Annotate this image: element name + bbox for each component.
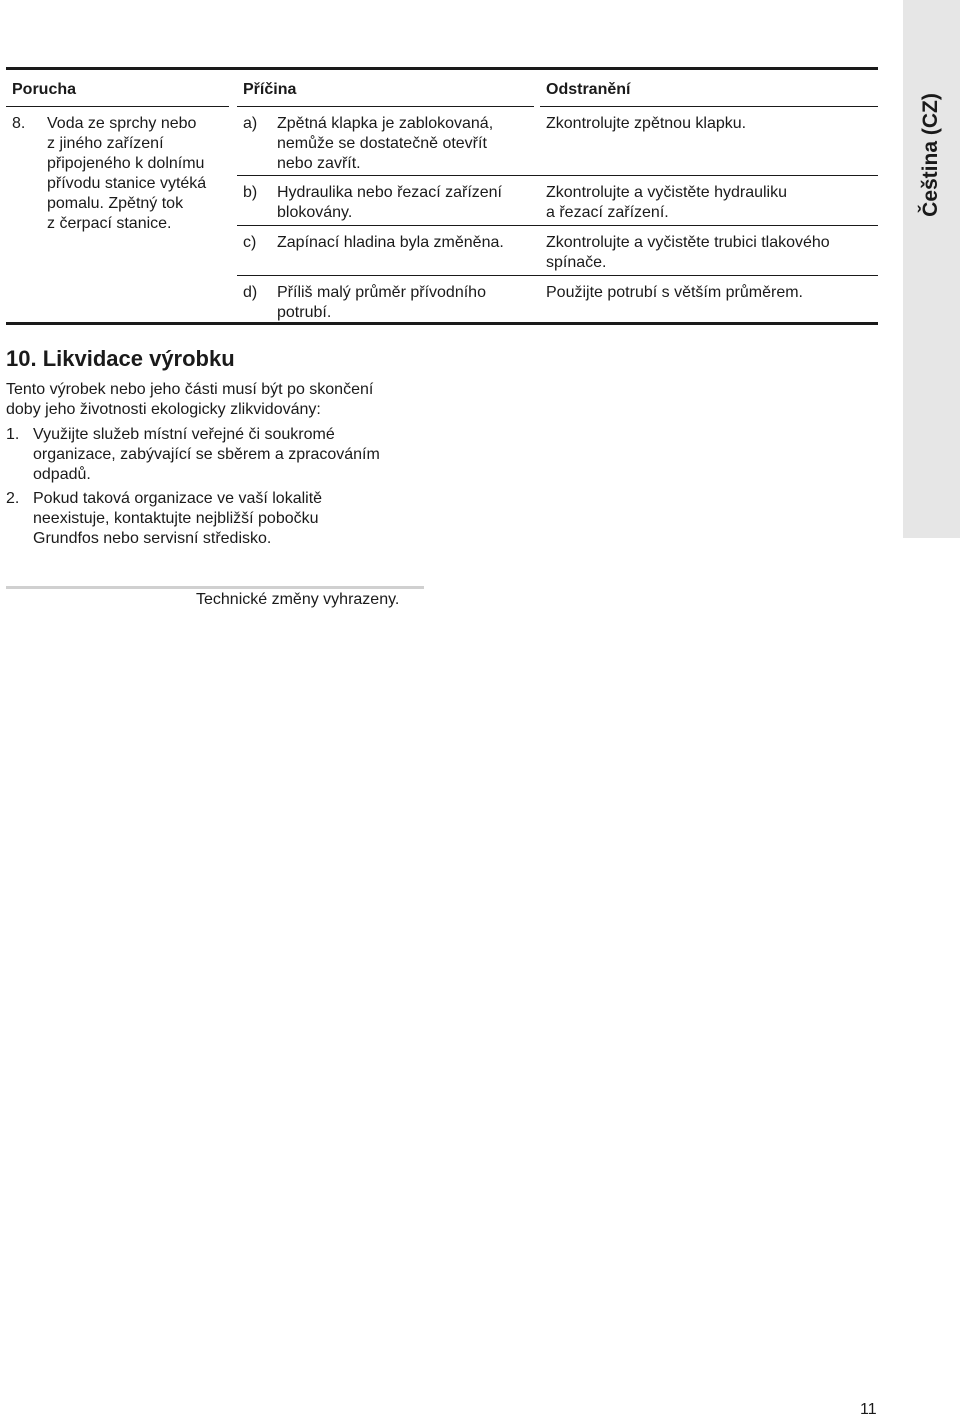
row-divider: [237, 275, 878, 276]
header-cause: Příčina: [243, 81, 297, 98]
fault-line: přívodu stanice vytéká: [47, 175, 207, 192]
fault-line: připojeného k dolnímu: [47, 155, 205, 172]
fault-line: Voda ze sprchy nebo: [47, 115, 197, 132]
language-tab-label: Čeština (CZ): [919, 93, 942, 217]
table-top-rule: [6, 67, 878, 70]
section-intro: [6, 380, 373, 420]
cause-letter: a): [243, 115, 258, 132]
remedy-line: spínače.: [546, 254, 607, 271]
cause-line: nebo zavřít.: [277, 155, 361, 172]
fault-description: [47, 114, 237, 234]
item-line: odpadů.: [33, 466, 91, 483]
cause-line: blokovány.: [277, 204, 353, 221]
cause-text: [277, 283, 539, 323]
item-line: Využijte služeb místní veřejné či soukromé: [33, 426, 335, 443]
language-tab: [903, 0, 960, 538]
cause-line: Příliš malý průměr přívodního: [277, 284, 486, 301]
remedy-text: [546, 114, 746, 134]
fault-line: z jiného zařízení: [47, 135, 164, 152]
header-fault: Porucha: [12, 81, 77, 98]
intro-line: doby jeho životnosti ekologicky zlikvidovány:: [6, 401, 321, 418]
remedy-line: Zkontrolujte zpětnou klapku.: [546, 115, 747, 132]
cause-letter: c): [243, 234, 257, 251]
page-number: 11: [860, 1401, 877, 1418]
item-line: organizace, zabývající se sběrem a zpracováním: [33, 446, 380, 463]
header-rule-cause: [237, 106, 534, 107]
list-item-text: [33, 425, 453, 485]
intro-line: Tento výrobek nebo jeho části musí být po skončení: [6, 381, 374, 398]
row-divider: [237, 175, 878, 176]
footer-note: Technické změny vyhrazeny.: [196, 591, 400, 608]
remedy-text: [546, 233, 830, 273]
row-divider: [237, 225, 878, 226]
table-bottom-rule: [6, 322, 878, 325]
cause-line: nemůže se dostatečně otevřít: [277, 135, 487, 152]
list-item-text: [33, 489, 453, 549]
remedy-text: [546, 283, 803, 303]
header-rule-remedy: [540, 106, 878, 107]
header-rule-fault: [6, 106, 229, 107]
cause-line: potrubí.: [277, 304, 332, 321]
cause-line: Zpětná klapka je zablokovaná,: [277, 115, 494, 132]
list-item-number: 2.: [6, 490, 20, 507]
remedy-line: a řezací zařízení.: [546, 204, 669, 221]
footer-rule: [6, 586, 424, 589]
item-line: neexistuje, kontaktujte nejbližší pobočku: [33, 510, 319, 527]
remedy-text: [546, 183, 787, 223]
section-title: 10. Likvidace výrobku: [6, 346, 235, 371]
fault-line: z čerpací stanice.: [47, 215, 172, 232]
remedy-line: Zkontrolujte a vyčistěte trubici tlakového: [546, 234, 830, 251]
cause-text: [277, 233, 539, 253]
fault-line: pomalu. Zpětný tok: [47, 195, 184, 212]
remedy-line: Použijte potrubí s větším průměrem.: [546, 284, 803, 301]
item-line: Pokud taková organizace ve vaší lokalitě: [33, 490, 323, 507]
item-line: Grundfos nebo servisní středisko.: [33, 530, 272, 547]
cause-text: [277, 183, 539, 223]
cause-line: Hydraulika nebo řezací zařízení: [277, 184, 502, 201]
cause-letter: b): [243, 184, 258, 201]
cause-letter: d): [243, 284, 258, 301]
header-remedy: Odstranění: [546, 81, 631, 98]
fault-number: 8.: [12, 115, 26, 132]
cause-text: [277, 114, 539, 174]
remedy-line: Zkontrolujte a vyčistěte hydrauliku: [546, 184, 787, 201]
list-item-number: 1.: [6, 426, 20, 443]
cause-line: Zapínací hladina byla změněna.: [277, 234, 504, 251]
